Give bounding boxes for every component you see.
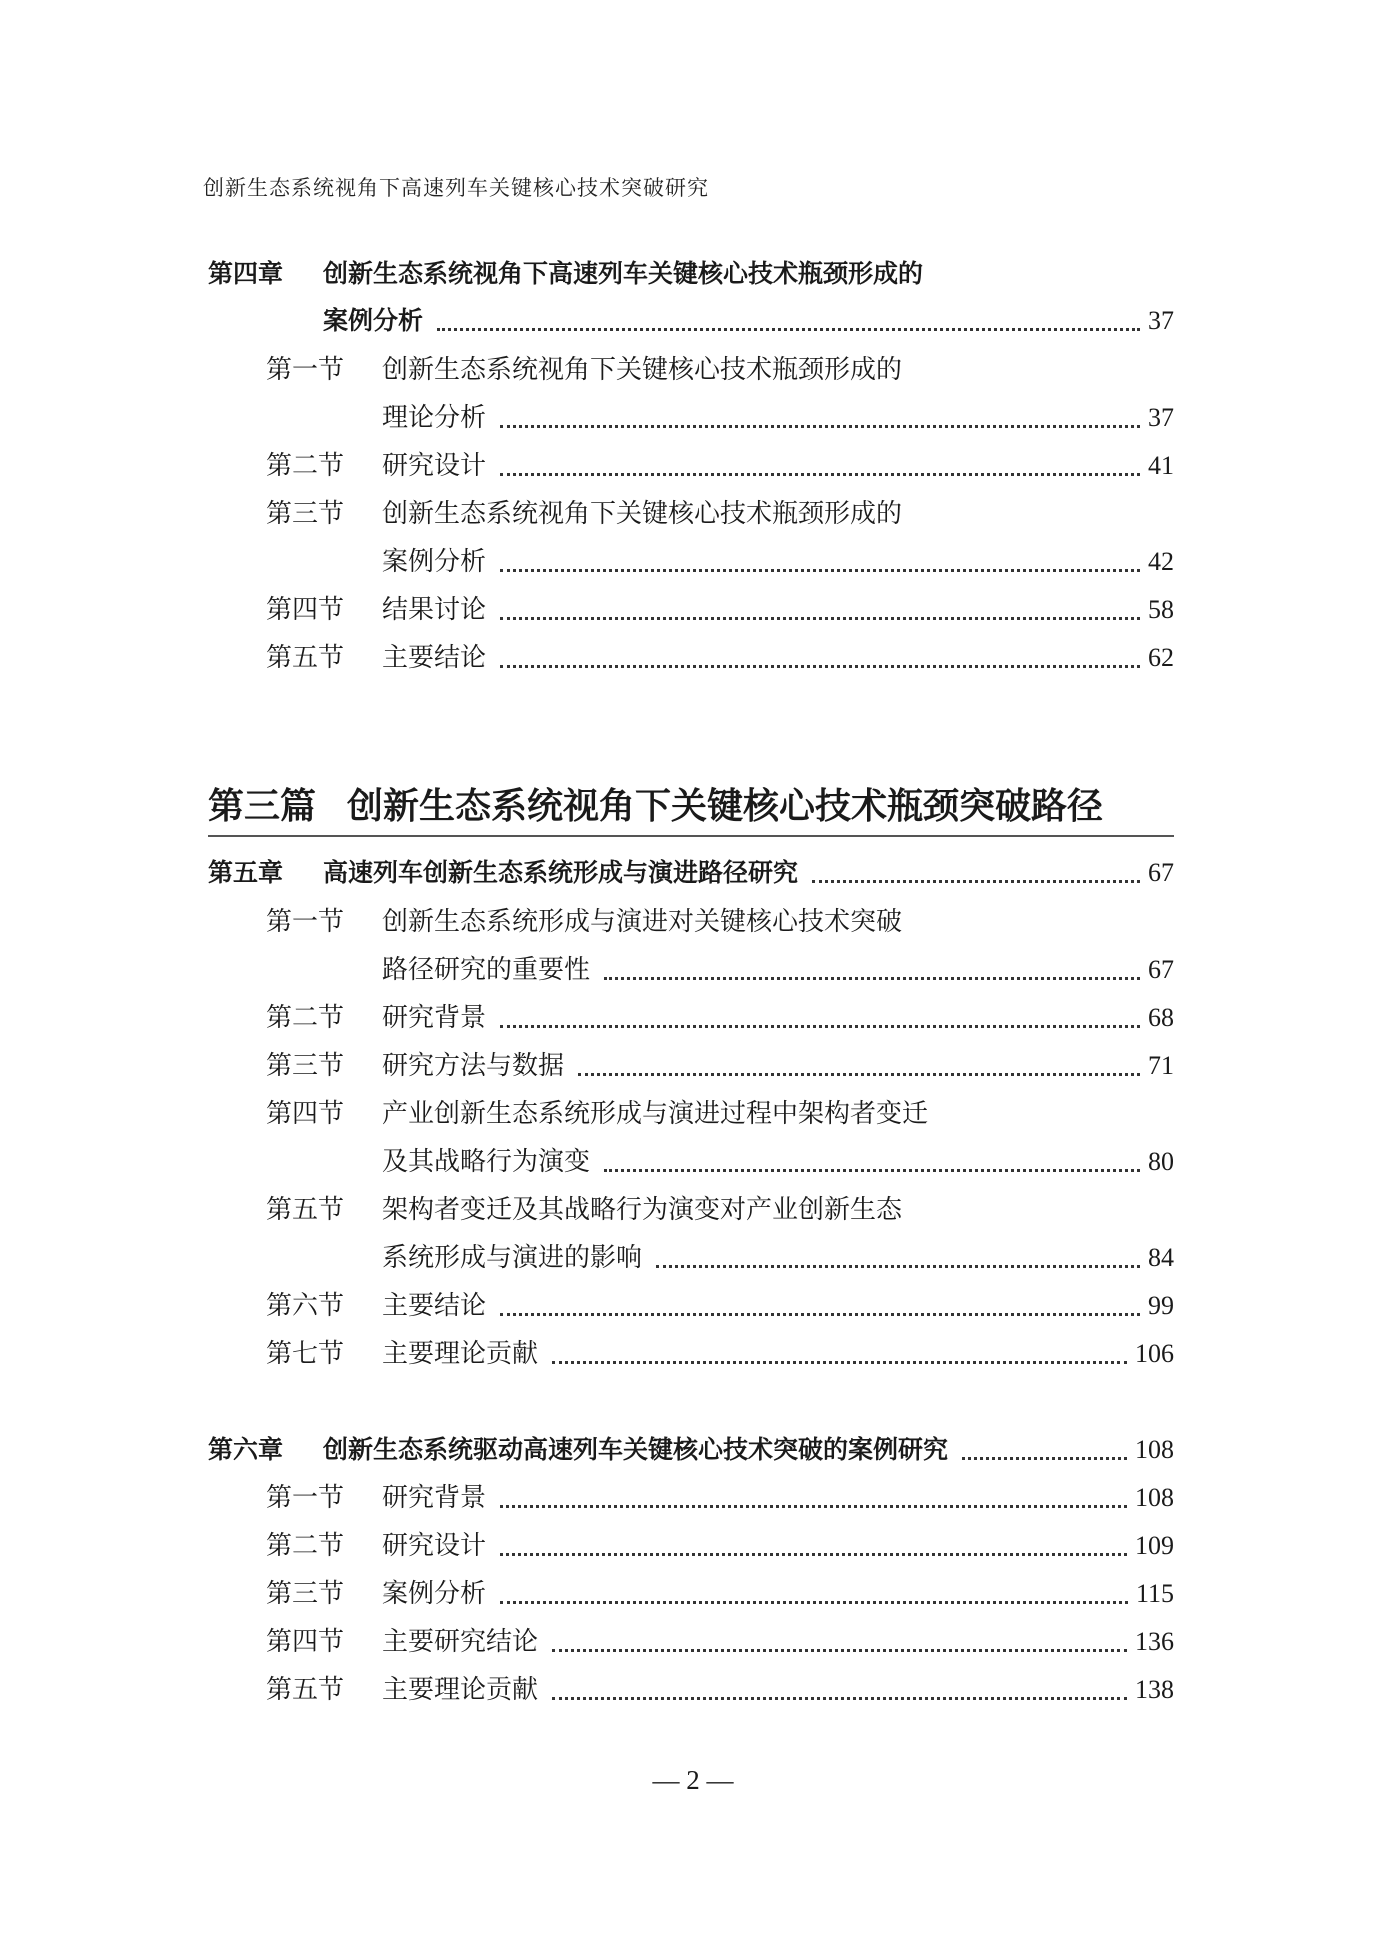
section-title-cont: 系统形成与演进的影响 [382,1243,643,1273]
page-ref: 67 [1148,955,1174,984]
section-number: 第六节 [266,1291,345,1321]
toc-section-5-4 [266,1094,928,1134]
chapter-title-cont: 案例分析 [323,306,424,335]
section-title: 创新生态系统视角下关键核心技术瓶颈形成的 [382,355,903,385]
page-ref: 37 [1148,403,1174,432]
leader-dots [812,880,1140,883]
page-ref: 62 [1148,643,1174,672]
toc-entry-chapter-6[interactable] [208,1430,1174,1470]
leader-dots [500,1313,1140,1316]
section-title-cont: 理论分析 [382,403,487,433]
toc-entry-6-2[interactable] [266,1526,1174,1566]
leader-dots [552,1697,1127,1700]
toc-entry-6-1[interactable] [266,1478,1174,1518]
page-ref: 115 [1135,1579,1174,1608]
leader-dots [500,473,1140,476]
chapter-number: 第五章 [208,858,284,887]
section-number: 第二节 [266,451,345,481]
page-ref: 67 [1148,858,1174,887]
section-number: 第一节 [266,907,345,937]
page-ref: 108 [1135,1483,1174,1512]
part-3-heading [208,781,1174,837]
page-ref: 109 [1135,1531,1174,1560]
leader-dots [552,1361,1127,1364]
toc-entry-4-2[interactable] [266,446,1174,486]
section-number: 第五节 [266,643,345,673]
toc-entry-4-1[interactable] [382,398,1174,438]
leader-dots [500,1025,1140,1028]
toc-entry-4-3[interactable] [382,542,1174,582]
section-number: 第四节 [266,595,345,625]
section-title: 研究设计 [382,451,487,481]
section-title: 研究背景 [382,1003,487,1033]
leader-dots [604,977,1140,980]
toc-section-5-5 [266,1190,902,1230]
leader-dots [552,1649,1127,1652]
section-title: 主要结论 [382,1291,487,1321]
section-number: 第三节 [266,1051,345,1081]
section-number: 第一节 [266,355,345,385]
page-number: — 2 — [652,1765,734,1795]
section-title: 创新生态系统形成与演进对关键核心技术突破 [382,907,903,937]
section-title-cont: 及其战略行为演变 [382,1147,591,1177]
section-title: 架构者变迁及其战略行为演变对产业创新生态 [382,1195,903,1225]
page-ref: 68 [1148,1003,1174,1032]
leader-dots [500,1601,1128,1604]
section-title: 主要研究结论 [382,1627,539,1657]
section-number: 第三节 [266,1579,345,1609]
chapter-number: 第六章 [208,1435,284,1464]
toc-entry-chapter-4[interactable] [323,301,1174,341]
leader-dots [500,1505,1127,1508]
toc-entry-6-4[interactable] [266,1622,1174,1662]
leader-dots [500,665,1140,668]
section-title: 研究背景 [382,1483,487,1513]
section-number: 第三节 [266,499,345,529]
page-ref: 71 [1148,1051,1174,1080]
toc-section-4-1 [266,350,902,390]
section-number: 第二节 [266,1003,345,1033]
page-ref: 41 [1148,451,1174,480]
section-number: 第四节 [266,1627,345,1657]
section-number: 第五节 [266,1675,345,1705]
part-title: 创新生态系统视角下关键核心技术瓶颈突破路径 [347,785,1104,827]
section-title: 结果讨论 [382,595,487,625]
chapter-number: 第四章 [208,259,284,288]
toc-section-5-1 [266,902,902,942]
toc-entry-5-6[interactable] [266,1286,1174,1326]
leader-dots [500,425,1140,428]
page-ref: 106 [1135,1339,1174,1368]
leader-dots [500,617,1140,620]
toc-entry-4-4[interactable] [266,590,1174,630]
page-ref: 99 [1148,1291,1174,1320]
section-title: 主要理论贡献 [382,1675,539,1705]
section-title: 主要理论贡献 [382,1339,539,1369]
part-number: 第三篇 [208,785,317,827]
section-number: 第二节 [266,1531,345,1561]
page-ref: 136 [1135,1627,1174,1656]
toc-entry-chapter-5[interactable] [208,853,1174,893]
leader-dots [962,1457,1127,1460]
page-ref: 108 [1135,1435,1174,1464]
toc-entry-4-5[interactable] [266,638,1174,678]
section-number: 第五节 [266,1195,345,1225]
section-number: 第一节 [266,1483,345,1513]
toc-entry-5-4[interactable] [382,1142,1174,1182]
leader-dots [437,328,1140,331]
page-ref: 84 [1148,1243,1174,1272]
chapter-title: 创新生态系统驱动高速列车关键核心技术突破的案例研究 [323,1435,949,1464]
chapter-title: 创新生态系统视角下高速列车关键核心技术瓶颈形成的 [323,259,924,288]
toc-entry-5-1[interactable] [382,950,1174,990]
section-title: 研究方法与数据 [382,1051,565,1081]
toc-entry-6-5[interactable] [266,1670,1174,1710]
section-title: 产业创新生态系统形成与演进过程中架构者变迁 [382,1099,929,1129]
page-ref: 42 [1148,547,1174,576]
section-number: 第四节 [266,1099,345,1129]
page-ref: 37 [1148,306,1174,335]
section-title-cont: 案例分析 [382,547,487,577]
chapter-title: 高速列车创新生态系统形成与演进路径研究 [323,858,799,887]
section-title: 创新生态系统视角下关键核心技术瓶颈形成的 [382,499,903,529]
section-number: 第七节 [266,1339,345,1369]
toc-entry-6-3[interactable] [266,1574,1174,1614]
page-ref: 138 [1135,1675,1174,1704]
page-ref: 58 [1148,595,1174,624]
page-ref: 80 [1148,1147,1174,1176]
section-title: 案例分析 [382,1579,487,1609]
leader-dots [578,1073,1140,1076]
leader-dots [656,1265,1140,1268]
toc-entry-5-5[interactable] [382,1238,1174,1278]
leader-dots [500,569,1140,572]
section-title-cont: 路径研究的重要性 [382,955,591,985]
leader-dots [500,1553,1127,1556]
leader-dots [604,1169,1140,1172]
chapter-4-heading [208,254,923,294]
toc-entry-5-3[interactable] [266,1046,1174,1086]
toc-entry-5-7[interactable] [266,1334,1174,1374]
section-title: 主要结论 [382,643,487,673]
toc-section-4-3 [266,494,902,534]
toc-entry-5-2[interactable] [266,998,1174,1038]
section-title: 研究设计 [382,1531,487,1561]
running-header: 创新生态系统视角下高速列车关键核心技术突破研究 [203,176,709,200]
